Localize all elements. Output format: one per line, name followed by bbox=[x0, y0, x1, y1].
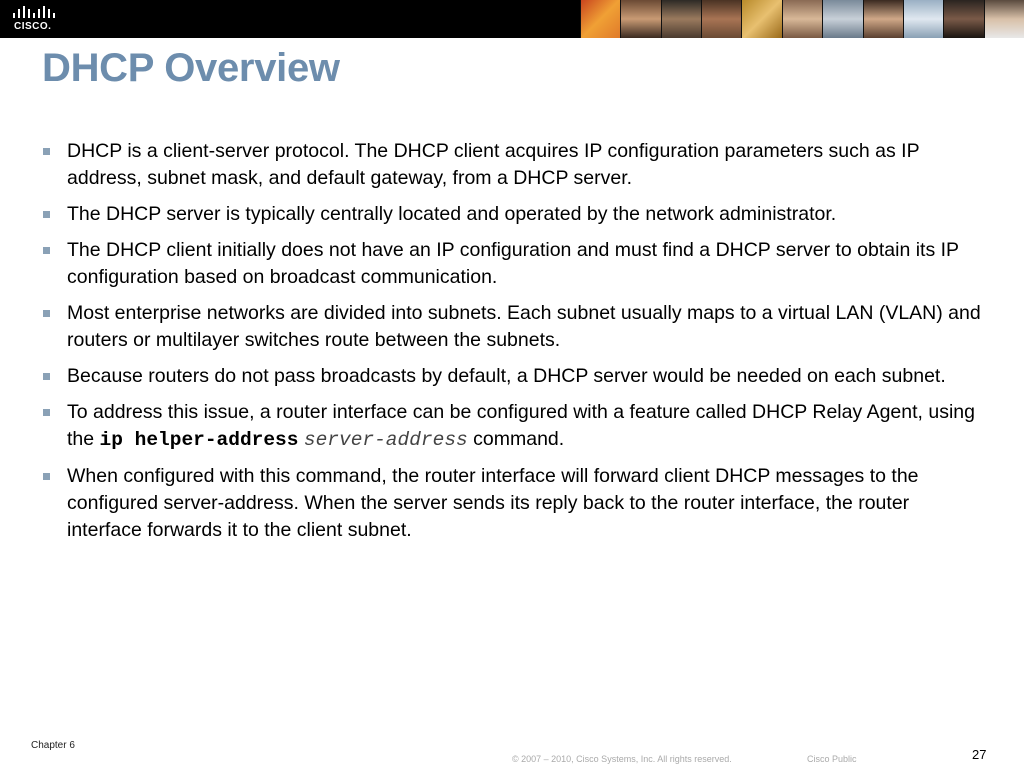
page-number: 27 bbox=[972, 747, 987, 762]
bullet-item bbox=[42, 399, 982, 454]
photo-tile bbox=[580, 0, 620, 38]
bullet-item bbox=[42, 363, 982, 390]
photo-tile bbox=[741, 0, 781, 38]
copyright-notice: © 2007 – 2010, Cisco Systems, Inc. All rights reserved. bbox=[512, 754, 732, 764]
photo-tile bbox=[701, 0, 741, 38]
command-keyword: ip helper-address bbox=[99, 429, 299, 451]
photo-tile bbox=[661, 0, 701, 38]
bullet-text: When configured with this command, the router interface will forward client DHCP messages to the configured server-address. When the server sends its reply back to the router interface, the router interface forwards it to the client subnet. bbox=[67, 465, 919, 541]
square-bullet-icon bbox=[43, 373, 50, 380]
chapter-label: Chapter 6 bbox=[31, 740, 75, 751]
photo-tile bbox=[782, 0, 822, 38]
bullet-item bbox=[42, 463, 982, 544]
people-photo-strip bbox=[580, 0, 1024, 38]
bullet-item bbox=[42, 300, 982, 354]
square-bullet-icon bbox=[43, 211, 50, 218]
bullet-text: DHCP is a client-server protocol. The DHCP client acquires IP configuration parameters such as IP address, subnet mask, and default gateway, from a DHCP server. bbox=[67, 140, 920, 189]
photo-tile bbox=[863, 0, 903, 38]
photo-tile bbox=[620, 0, 660, 38]
photo-tile bbox=[822, 0, 862, 38]
bullet-item bbox=[42, 237, 982, 291]
bullet-text: Most enterprise networks are divided into subnets. Each subnet usually maps to a virtual LAN (VLAN) and routers or multilayer switches route between the subnets. bbox=[67, 302, 981, 351]
bullet-item bbox=[42, 201, 982, 228]
bullet-text-prefix: To address this issue, a router interface can be configured with a feature called DHCP Relay Agent, using the bbox=[67, 401, 975, 450]
square-bullet-icon bbox=[43, 310, 50, 317]
slide-title: DHCP Overview bbox=[42, 46, 340, 90]
command-argument: server-address bbox=[303, 429, 468, 451]
square-bullet-icon bbox=[43, 409, 50, 416]
header-banner bbox=[0, 0, 1024, 38]
cisco-logo bbox=[0, 0, 80, 38]
cisco-bridge-icon bbox=[12, 6, 56, 20]
bullet-text: The DHCP client initially does not have an IP configuration and must find a DHCP server to obtain its IP configuration based on broadcast communication. bbox=[67, 239, 959, 288]
bullet-text: The DHCP server is typically centrally located and operated by the network administrator. bbox=[67, 203, 837, 225]
photo-tile bbox=[903, 0, 943, 38]
photo-tile bbox=[984, 0, 1024, 38]
square-bullet-icon bbox=[43, 473, 50, 480]
classification-label: Cisco Public bbox=[807, 754, 857, 764]
bullet-text: Because routers do not pass broadcasts by default, a DHCP server would be needed on each subnet. bbox=[67, 365, 946, 387]
bullet-item bbox=[42, 138, 982, 192]
logo-wordmark: CISCO. bbox=[14, 21, 52, 32]
bullet-text-suffix: command. bbox=[467, 428, 565, 450]
square-bullet-icon bbox=[43, 247, 50, 254]
photo-tile bbox=[943, 0, 983, 38]
bullet-list bbox=[42, 138, 982, 553]
square-bullet-icon bbox=[43, 148, 50, 155]
